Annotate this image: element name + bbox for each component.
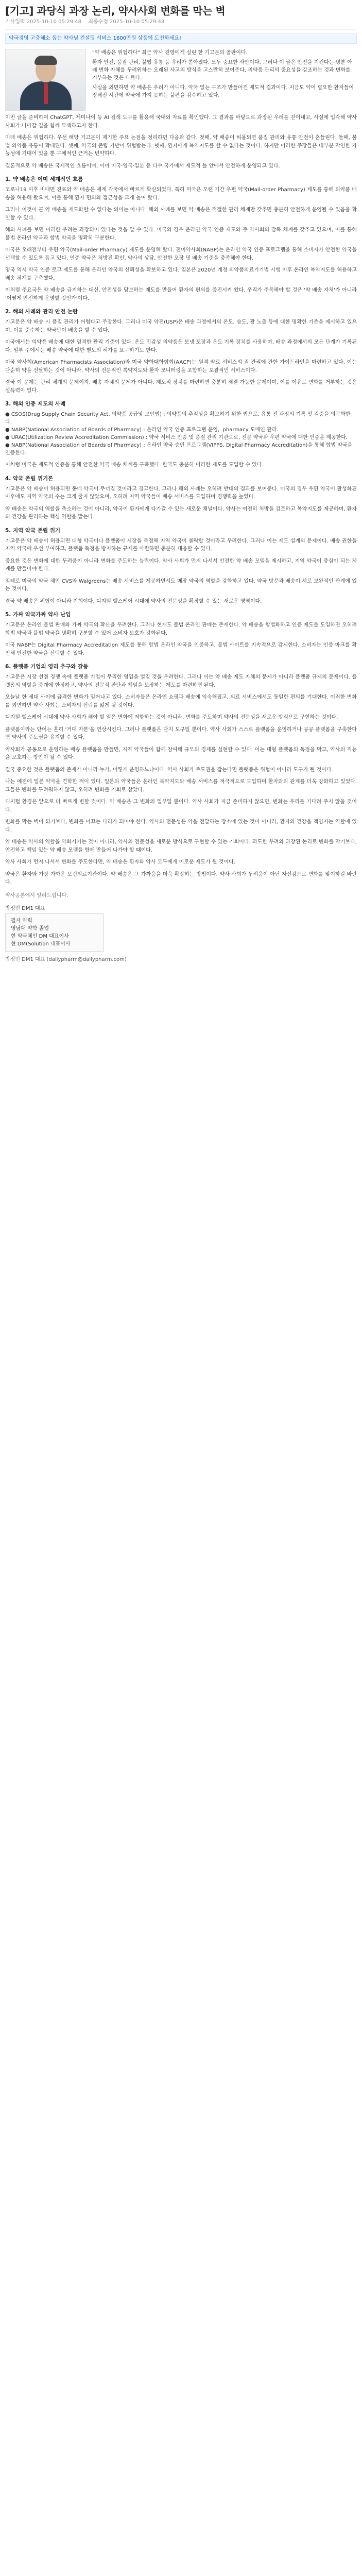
body-paragraph: 기고문은 약 배송 시 품질 관리가 어렵다고 주장한다. 그러나 미국 약전(USP)은 배송 과정에서의 온도, 습도, 광 노출 등에 대한 명확한 기준을 제시하고 있으며, 이를 준수하는 약국만이 배송을 할 수 있다. xyxy=(5,319,357,333)
body-paragraph: 약 배송은 약국의 역할을 축소하는 것이 아니라, 약국이 환자에게 다가갈 수 있는 새로운 채널이다. 약사는 여전히 처방을 검토하고 복약지도를 제공하며, 환자의 건강을 관리하는 핵심 역할을 맡는다. xyxy=(5,506,357,520)
body-paragraph: 미국은 오래전부터 우편 약국(Mail-order Pharmacy) 제도를 운영해 왔다. 전미약사회(NABP)는 온라인 약국 인증 프로그램을 통해 소비자가 안전한 약국을 선택할 수 있도록 돕고 있다. 인증 약국은 처방전 확인, 약사의 상담, 안전한 포장 및 배송 기준을 충족해야 한다. xyxy=(5,247,357,261)
section-heading: 4. 약국 존립 위기론 xyxy=(5,475,54,482)
bio-item: 영남대 약학 졸업 xyxy=(11,925,49,931)
body-paragraph: 약국은 환자와 가장 가까운 보건의료기관이다. 약 배송은 그 가까움을 더욱 확장하는 방법이다. 약사 사회가 두려움이 아닌 자신감으로 변화를 맞이하길 바란다. xyxy=(5,871,357,885)
section-heading: 3. 해외 인증 제도의 사례 xyxy=(5,401,66,407)
lead-paragraph: "약 배송은 위험하다" 최근 약사 진영에게 실린 한 기고문의 골판이다. xyxy=(92,50,248,56)
body-paragraph: 이처럼 주요국은 약 배송을 금지하는 대신, 안전성을 담보하는 제도를 만들어 환자의 편의를 증진시켜 왔다. 우리가 주목해야 할 것은 '약 배송 자체'가 아니라 '어떻게 안전하게 운영할 것인가'이다. xyxy=(5,287,357,301)
author-bio-box xyxy=(5,913,104,952)
article-title: [기고] 과당식 과장 논리, 약사사회 변화를 막는 벽 xyxy=(5,5,226,17)
bio-item: 현 DM(Solution 대표이사 xyxy=(11,941,71,947)
bullet-item: ● CSOS(Drug Supply Chain Security Act, 의약품 공급망 보안법) : 의약품의 추적성을 확보하기 위한 법으로, 유통 전 과정의 기록 및 검증을 의무화한다. xyxy=(5,412,351,425)
body-paragraph: 이번 글을 준비하며 ChatGPT, 제미나이 등 AI 검색 도구를 활용해 국내외 자료를 확인했다. 그 결과를 바탕으로 과장된 우려를 걷어내고, 사실에 입각해 약사 사회가 나아갈 길을 함께 모색하고자 한다. xyxy=(5,115,357,129)
section-heading: 2. 해외 사례와 관리 안전 논란 xyxy=(5,309,78,315)
section-heading: 5. 가짜 약국가짜 약사 난입 xyxy=(5,612,71,618)
promo-banner[interactable] xyxy=(5,33,357,44)
body-paragraph: 이처럼 미국은 제도적 인증을 통해 안전한 약국 배송 체계를 구축했다. 한국도 충분히 이러한 제도를 도입할 수 있다. xyxy=(5,462,264,468)
body-paragraph: 그러나 이것이 곧 약 배송을 제도화할 수 없다는 의미는 아니다. 해외 사례를 보면 약 배송은 적절한 관리 체계만 갖추면 충분히 안전하게 운영될 수 있음을 확인할 수 있다. xyxy=(5,207,357,221)
body-paragraph: 미국 NABP는 Digital Pharmacy Accreditation 제도를 통해 합법 온라인 약국을 인증하고, 불법 사이트를 지속적으로 감시한다. 소비자는 인증 마크를 확인해 안전한 약국을 선택할 수 있다. xyxy=(5,642,357,656)
lead-paragraph: 사실을 외면하면 약 배송은 우려가 아니다. 약국 없는 구조가 만들어진 제도적 결과이다. 지금도 약이 필요한 환자들이 정해진 시간에 약국에 가지 못하는 불편을 감수하고 있다. xyxy=(92,85,354,98)
promo-banner-text: 약국경영 고충해소 돕는 약사님 컨설팅 서비스 1600만원 상품에 도전하세요! xyxy=(9,36,182,41)
body-paragraph: 디지털 헬스케어 시대에 약사 사회가 해야 할 일은 변화에 저항하는 것이 아니라, 변화를 주도하며 약사의 전문성을 새로운 방식으로 구현하는 것이다. xyxy=(5,715,338,720)
bullet-list xyxy=(5,411,357,457)
author-photo xyxy=(5,49,86,111)
bio-item: 현 약국체인 DM 대표이사 xyxy=(11,933,69,939)
body-paragraph: 중요한 것은 변화에 대한 두려움이 아니라 변화를 주도하는 능력이다. 약사 사회가 먼저 나서서 안전한 약 배송 모델을 제시하고, 지역 약국이 중심이 되는 체계를 만들어야 한다. xyxy=(5,558,357,572)
lead-text xyxy=(92,49,357,101)
article-meta xyxy=(5,19,357,26)
author-byline: 박정민 DM1 대표 xyxy=(5,905,45,911)
body-paragraph: 변화를 막는 벽이 되기보다, 변화를 이끄는 다리가 되어야 한다. 약사의 전문성은 약을 전달하는 장소에 있는 것이 아니라, 환자의 건강을 책임지는 역할에 있다. xyxy=(5,819,357,833)
body-paragraph: 오늘날 한 세대 사이에 급격한 변화가 일어나고 있다. 소비자들은 온라인 쇼핑과 배송에 익숙해졌고, 의료 서비스에서도 동일한 편의를 기대한다. 이러한 변화를 외면하면 약사 사회는 소비자의 신뢰를 잃게 될 것이다. xyxy=(5,694,357,708)
body-paragraph: 플랫폼이라는 단어는 흔히 '거대 자본'을 연상시킨다. 그러나 플랫폼은 단지 도구일 뿐이다. 약사 사회가 스스로 플랫폼을 운영하거나 공공 플랫폼을 구축한다면 약사의 주도권을 유지할 수 있다. xyxy=(5,726,357,740)
lead-section xyxy=(5,49,357,111)
section-heading: 6. 플랫폼 기업의 영리 추구와 갈등 xyxy=(5,664,89,670)
body-paragraph: 나는 예전에 일본 약국을 견학한 적이 있다. 일본의 약국들은 온라인 복약지도와 배송 서비스를 적극적으로 도입하며 환자와의 관계를 더욱 강화하고 있었다. 그들은 변화를 두려워하지 않고, 오히려 변화를 기회로 삼았다. xyxy=(5,779,357,793)
body-paragraph: 기고문은 약 배송이 허용되면 동네 약국이 무너질 것이라고 경고한다. 그러나 해외 사례는 오히려 반대의 결과를 보여준다. 미국의 경우 우편 약국이 활성화된 이후에도 지역 약국의 수는 크게 줄지 않았으며, 오히려 지역 약국들이 배송 서비스를 도입하며 경쟁력을 높였다. xyxy=(5,486,357,500)
lead-paragraph: 환자 안전, 품질 관리, 불법 유통 등 우려가 쏟아졌다. 모두 중요한 사안이다. 그러나 이 글은 안전을 지킨다는 명분 아래 변화 자체를 두려워하는 오래된 사고의 방식을 고스란히 보여준다. 의약품 관리의 중요성을 강조하는 것과 변화를 거부하는 것은 다르다. xyxy=(92,60,352,81)
article-container xyxy=(0,4,362,962)
body-paragraph: 디지털 환경은 앞으로 더 빠르게 변할 것이다. 약 배송은 그 변화의 일부일 뿐이다. 약사 사회가 지금 준비하지 않으면, 변화는 우리를 기다려 주지 않을 것이다. xyxy=(5,799,357,813)
body-paragraph: 약사 사회가 먼저 나서서 변화를 주도한다면, 약 배송은 환자와 약사 모두에게 이로운 제도가 될 것이다. xyxy=(5,859,235,865)
body-paragraph: 일례로 미국의 약국 체인 CVS와 Walgreens는 배송 서비스를 제공하면서도 매장 약국의 역할을 강화하고 있다. 약국 방문과 배송이 서로 보완적인 관계에 있는 것이다. xyxy=(5,578,357,592)
body-paragraph: 약사회가 공동으로 운영하는 배송 플랫폼을 만들면, 지역 약국들이 함께 참여해 규모의 경제를 실현할 수 있다. 이는 대형 플랫폼의 독점을 막고, 약사의 직능을 보호하는 방안이 될 수 있다. xyxy=(5,747,357,760)
body-paragraph: 약 배송은 약사의 역할을 약화시키는 것이 아니라, 약사의 전문성을 새로운 방식으로 구현할 수 있는 기회이다. 과도한 우려와 과장된 논리로 변화를 막기보다, 안전하고 책임 있는 약 배송 모델을 함께 만들어 나가야 할 때이다. xyxy=(5,839,357,853)
body-paragraph: 미국에서는 의약품 배송에 대한 엄격한 관리 기준이 있다. 온도 민감성 의약품은 보냉 포장과 온도 기록 장치를 사용하며, 배송 과정에서의 모든 단계가 기록된다. 일부 주에서는 배송 약국에 대한 별도의 허가를 요구하기도 한다. xyxy=(5,340,357,353)
body-paragraph: 해외 사례를 보면 이러한 우려는 과장되어 있다는 것을 알 수 있다. 미국의 경우 온라인 약국 인증 제도와 주 약사회의 감독 체계를 갖추고 있으며, 이를 통해 불법 온라인 약국과 합법 약국을 명확히 구분한다. xyxy=(5,227,357,241)
updated-date: 최종수정 2025-10-10 05:29:48 xyxy=(88,19,165,25)
body-paragraph: 기고문은 시장 선점 경쟁 속에 플랫폼 기업이 무리한 영업을 벌일 것을 우려한다. 그러나 이는 약 배송 제도 자체의 문제가 아니라 플랫폼 규제의 문제이다. 플랫폼의 역할을 중개에 한정하고, 약사의 전문적 판단과 책임을 보장하는 제도를 마련하면 된다. xyxy=(5,674,357,688)
body-paragraph: 기고문은 온라인 불법 판매와 가짜 약국의 확산을 우려한다. 그러나 현재도 불법 온라인 판매는 존재한다. 약 배송을 합법화하고 인증 제도를 도입하면 오히려 합법 약국과 불법 약국을 명확히 구분할 수 있어 소비자 보호가 강화된다. xyxy=(5,622,357,636)
bullet-item: ● NABP(National Association of Boards of Pharmacy) : 온라인 약국 승인 프로그램(VIPPS, Digital Pharmacy Accreditation)을 통해 합법 약국을 인증한다. xyxy=(5,443,353,456)
section-heading: 1. 약 배송은 이미 세계적인 흐름 xyxy=(5,176,83,182)
section-heading: 5. 지역 약국 존립 위기 xyxy=(5,527,61,534)
bullet-item: ● NABP(National Association of Boards of Pharmacy) : 온라인 약국 인증 프로그램 운영, .pharmacy 도메인 관리. xyxy=(5,427,279,433)
body-paragraph: 결론적으로 약 배송은 국제적인 흐름이며, 이미 미국·영국·일본 등 다수 국가에서 제도적 틀 안에서 안전하게 운영되고 있다. xyxy=(5,163,280,169)
body-paragraph: 영국 역시 약국 인증 로고 제도를 통해 온라인 약국의 신뢰성을 확보하고 있다. 일본은 2020년 개정 의약품의료기기법 시행 이후 온라인 복약지도를 허용하고 배송 체계를 구축했다. xyxy=(5,267,357,281)
closing-caption: 약사공론에서 알려드립니다. xyxy=(5,892,68,899)
body-paragraph: 코로나19 이후 비대면 진료와 약 배송은 세계 각국에서 빠르게 확산되었다. 특히 미국은 오랜 기간 우편 약국(Mail-order Pharmacy) 제도를 통해 의약품 배송을 허용해 왔으며, 이를 통해 환자 편의와 접근성을 크게 높여 왔다. xyxy=(5,187,357,201)
body-paragraph: 결국 이 문제는 관리 체계의 문제이지, 배송 자체의 문제가 아니다. 제도적 장치를 마련하면 충분히 해결 가능한 문제이며, 이를 이유로 변화를 거부하는 것은 설득력이 없다. xyxy=(5,380,357,394)
body-paragraph: 미래 배송은 위험하다. 우선 해당 기고문이 제기한 주요 논점을 정리하면 다음과 같다. 첫째, 약 배송이 허용되면 품질 관리와 유통 안전이 흔들린다. 둘째, 불법 의약품 유통이 확대된다. 셋째, 약국의 존립 기반이 위협받는다. 넷째, 환자에게 복약지도를 할 수 없다는 것이다. 하지만 이러한 주장들은 대부분 막연한 가능성에 기대어 있을 뿐 구체적인 근거는 빈약하다. xyxy=(5,135,357,157)
bio-label: 필자 약력 xyxy=(11,918,32,924)
body-paragraph: 기고문은 약 배송이 허용되면 대형 약국이나 플랫폼이 시장을 독점해 지역 약국이 몰락할 것이라고 우려한다. 그러나 이는 제도 설계의 문제이다. 배송 권한을 지역 약국에 우선 부여하고, 플랫폼 독점을 방지하는 규제를 마련하면 충분히 대응할 수 있다. xyxy=(5,538,357,552)
body-paragraph: 미국 약사회(American Pharmacists Association)와 미국 약학대학협회(AACP)는 원격 약료 서비스의 질 관리에 관한 가이드라인을 마련하고 있다. 이는 단순히 약을 전달하는 것이 아니라, 약사의 전문적인 복약지도와 환자 모니터링을 포함하는 포괄적인 서비스이다. xyxy=(5,360,357,374)
article-footer[interactable]: 박정민 DM1 대표 (dailypharm@dailypharm.com) xyxy=(5,956,127,962)
body-paragraph: 결국 약 배송은 위협이 아니라 기회이다. 디지털 헬스케어 시대에 약사의 전문성을 확장할 수 있는 새로운 영역이다. xyxy=(5,598,262,604)
published-date: 기사입력 2025-10-10 05:29:48 xyxy=(5,19,82,25)
body-paragraph: 결국 중요한 것은 플랫폼의 존재가 아니라 누가, 어떻게 운영하느냐이다. 약사 사회가 주도권을 잡는다면 플랫폼은 위협이 아니라 도구가 될 것이다. xyxy=(5,767,333,773)
bullet-item: ● URAC(Utilization Review Accreditation Commission) : 약국 서비스 인증 및 품질 관리 기관으로, 전문 약국과 우편 약국에 대한 인증을 제공한다. xyxy=(5,435,348,440)
